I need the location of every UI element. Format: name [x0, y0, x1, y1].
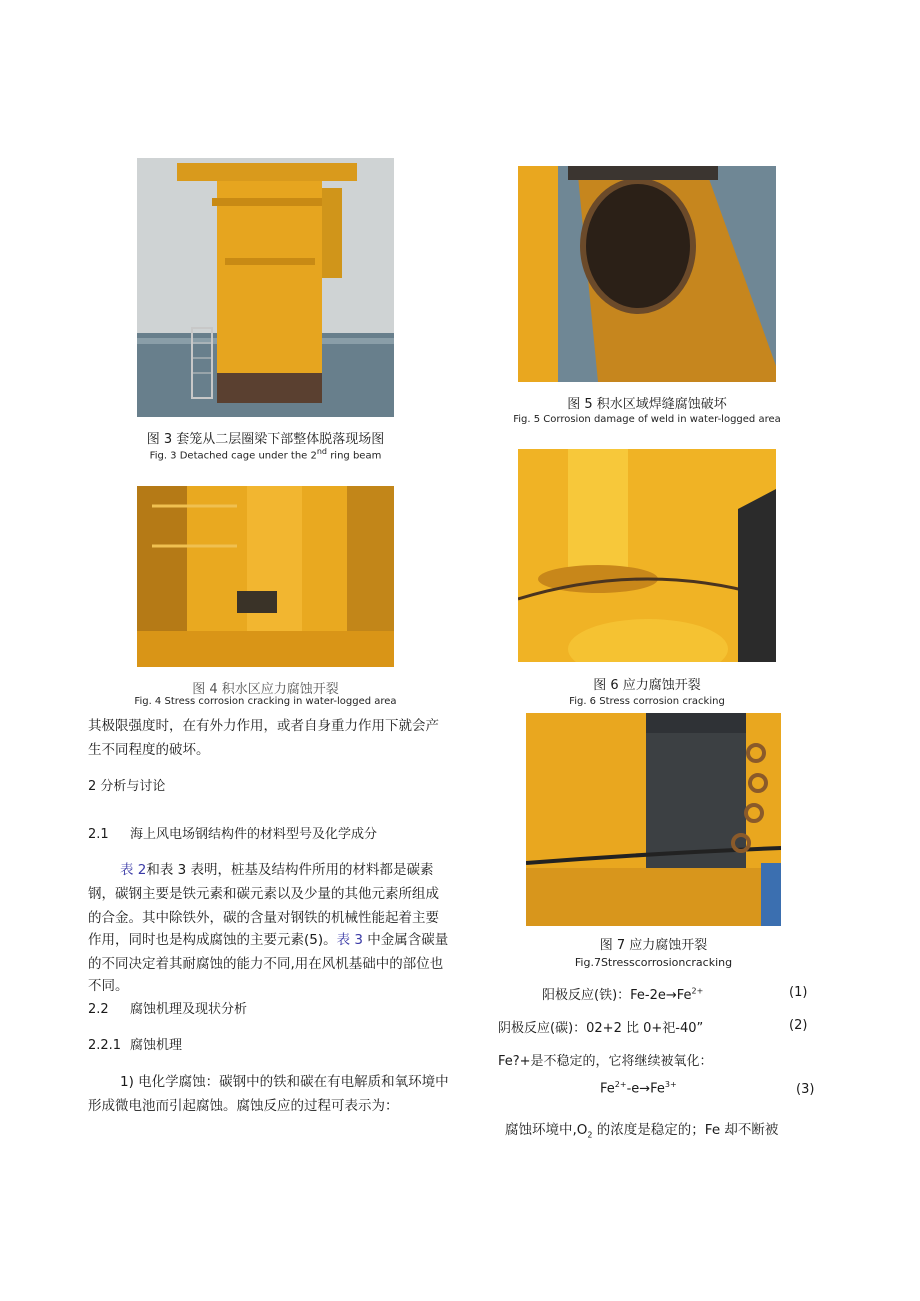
para-2-1-line-2: 钢，碳钢主要是铁元素和碳元素以及少量的其他元素所组成	[88, 886, 439, 902]
para-2-1-line-1	[120, 858, 434, 882]
para-2-1-line-3: 的合金。其中除铁外，碳的含量对钢铁的机械性能起着主要	[88, 910, 439, 926]
figure-7-photo	[526, 713, 781, 926]
figure-6-caption-en: Fig. 6 Stress corrosion cracking	[569, 696, 725, 707]
para-2-1-line-4	[88, 928, 448, 952]
figure-4-caption-en: Fig. 4 Stress corrosion cracking in water-logged area	[134, 696, 397, 707]
table-3-ref[interactable]: 表 3	[336, 932, 364, 948]
figure-3-caption-en	[132, 447, 399, 461]
para-2-1-line-4-tail: 中金属含碳量	[363, 932, 449, 948]
equation-1-text: 阳极反应(铁)：Fe-2e→Fe	[542, 988, 692, 1003]
figure-5-caption-zh: 图 5 积水区域焊缝腐蚀破坏	[567, 397, 727, 412]
figure-7-caption-zh: 图 7 应力腐蚀开裂	[599, 938, 708, 953]
equation-3-sup-2: 3+	[664, 1080, 677, 1089]
right-last-line-text: 腐蚀环境中,O	[505, 1122, 588, 1138]
figure-3-caption-zh: 图 3 套笼从二层圈梁下部整体脱落现场图	[146, 432, 385, 447]
intro-line-2: 生不同程度的破坏。	[88, 742, 210, 758]
figure-3-photo	[137, 158, 394, 417]
equation-1	[542, 984, 703, 1003]
section-2-2-title: 腐蚀机理及现状分析	[130, 1002, 248, 1017]
section-2-1-number: 2.1	[88, 827, 109, 842]
figure-7-caption-en: Fig.7Stresscorrosioncracking	[574, 956, 733, 969]
intro-line-1: 其极限强度时，在有外力作用，或者自身重力作用下就会产	[88, 718, 439, 734]
section-2-2-1-number: 2.2.1	[88, 1038, 122, 1053]
figure-6-caption-zh: 图 6 应力腐蚀开裂	[593, 678, 701, 693]
figure-5-photo	[518, 166, 776, 382]
right-last-line	[505, 1118, 778, 1140]
para-2-2-1-line-2: 形成微电池而引起腐蚀。腐蚀反应的过程可表示为：	[88, 1098, 399, 1114]
equation-3-fe: Fe	[600, 1081, 615, 1097]
equation-3	[600, 1080, 677, 1096]
equation-2-number: (2)	[789, 1018, 808, 1033]
para-2-1-line-4-text: 作用，同时也是构成腐蚀的主要元素(5)。	[88, 932, 337, 948]
figure-3-caption-en-tail: ring beam	[327, 450, 382, 462]
figure-3-caption-en-sup: nd	[316, 447, 328, 456]
figure-6-photo	[518, 449, 776, 662]
right-last-line-tail: 的浓度是稳定的；Fe 却不断被	[592, 1122, 779, 1138]
section-2-heading: 2 分析与讨论	[88, 779, 166, 794]
fe-oxidation-line: Fe?+是不稳定的，它将继续被氧化：	[498, 1054, 713, 1069]
section-2-2-1-title: 腐蚀机理	[130, 1038, 183, 1053]
para-2-1-line-6: 不同。	[88, 978, 129, 994]
equation-1-number: (1)	[789, 985, 808, 1000]
figure-4-photo	[137, 486, 394, 667]
equation-1-sup: 2+	[691, 986, 704, 996]
right-last-line-sub: 2	[587, 1130, 593, 1140]
figure-4-caption-zh: 图 4 积水区应力腐蚀开裂	[192, 682, 339, 697]
para-2-1-line-5: 的不同决定着其耐腐蚀的能力不同,用在风机基础中的部位也	[88, 956, 444, 972]
para-2-1-line-1-text: 和表 3 表明，桩基及结构件所用的材料都是碳素	[146, 862, 434, 878]
equation-2: 阴极反应(碳)：02+2 比 0+祀-40”	[498, 1021, 704, 1036]
equation-3-sup-1: 2+	[614, 1080, 627, 1089]
para-2-2-1-line-1: 1) 电化学腐蚀：碳钢中的铁和碳在有电解质和氧环境中	[120, 1074, 449, 1090]
section-2-2-number: 2.2	[88, 1002, 109, 1017]
equation-3-mid: -e→Fe	[626, 1081, 665, 1097]
section-2-1-title: 海上风电场钢结构件的材料型号及化学成分	[130, 827, 378, 842]
figure-5-caption-en: Fig. 5 Corrosion damage of weld in water-logged area	[513, 414, 781, 425]
equation-3-number: (3)	[796, 1082, 815, 1097]
table-2-ref[interactable]: 表 2	[120, 862, 147, 878]
figure-3-caption-en-text: Fig. 3 Detached cage under the 2	[149, 450, 317, 462]
